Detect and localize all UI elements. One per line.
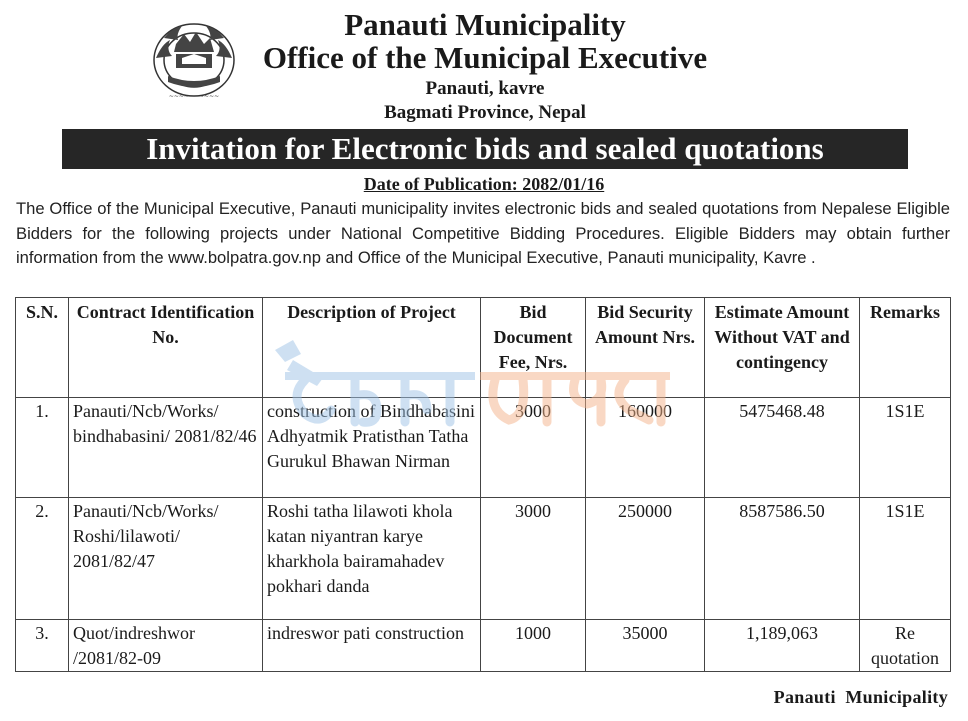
cell-estimate: 8587586.50	[705, 498, 860, 620]
svg-text:~~~~~~~~~~: ~~~~~~~~~~	[168, 93, 220, 100]
cell-remarks: Re quotation	[860, 620, 951, 672]
cell-estimate: 5475468.48	[705, 398, 860, 498]
footer-signature: Panauti Municipality	[773, 687, 948, 707]
intro-paragraph: The Office of the Municipal Executive, Panauti municipality invites electronic bids and sealed quotations from Nepalese Eligible Bidders for the following projects under National Competitive Bidding Procedures. Eligible Bidders may obtain further information from the www.bolpatra.gov.np and Office of the Municipal Executive, Panauti municipality, Kavre .	[16, 199, 950, 267]
table-row	[16, 498, 951, 620]
table-header-row	[16, 298, 951, 398]
col-header-contract: Contract Identification No.	[69, 298, 263, 398]
address-line-1: Panauti, kavre	[425, 78, 545, 99]
municipality-title: Panauti Municipality	[344, 7, 626, 42]
cell-remarks: 1S1E	[860, 398, 951, 498]
cell-description: indreswor pati construction	[263, 620, 481, 672]
cell-estimate: 1,189,063	[705, 620, 860, 672]
cell-fee: 3000	[481, 398, 586, 498]
col-header-sn: S.N.	[16, 298, 69, 398]
cell-security: 160000	[586, 398, 705, 498]
cell-fee: 1000	[481, 620, 586, 672]
publication-date: Date of Publication: 2082/01/16	[363, 174, 605, 194]
cell-description: Roshi tatha lilawoti khola katan niyantran karye kharkhola bairamahadev pokhari danda	[263, 498, 481, 620]
cell-sn: 3.	[16, 620, 69, 672]
cell-description: construction of Bindhabasini Adhyatmik Pratisthan Tatha Gurukul Bhawan Nirman	[263, 398, 481, 498]
table-row	[16, 620, 951, 672]
cell-sn: 1.	[16, 398, 69, 498]
cell-sn: 2.	[16, 498, 69, 620]
bids-table	[15, 297, 951, 672]
col-header-fee: Bid Document Fee, Nrs.	[481, 298, 586, 398]
invitation-banner: Invitation for Electronic bids and sealed quotations	[62, 129, 908, 169]
col-header-remarks: Remarks	[860, 298, 951, 398]
cell-security: 35000	[586, 620, 705, 672]
col-header-description: Description of Project	[263, 298, 481, 398]
table-row	[16, 398, 951, 498]
cell-contract: Quot/indreshwor /2081/82-09	[69, 620, 263, 672]
address-line-2: Bagmati Province, Nepal	[384, 102, 586, 123]
col-header-security: Bid Security Amount Nrs.	[586, 298, 705, 398]
cell-security: 250000	[586, 498, 705, 620]
cell-fee: 3000	[481, 498, 586, 620]
cell-remarks: 1S1E	[860, 498, 951, 620]
col-header-estimate: Estimate Amount Without VAT and contingency	[705, 298, 860, 398]
nepal-government-emblem-icon	[146, 14, 242, 104]
cell-contract: Panauti/Ncb/Works/ Roshi/lilawoti/ 2081/82/47	[69, 498, 263, 620]
office-subtitle: Office of the Municipal Executive	[262, 40, 708, 75]
cell-contract: Panauti/Ncb/Works/ bindhabasini/ 2081/82/46	[69, 398, 263, 498]
